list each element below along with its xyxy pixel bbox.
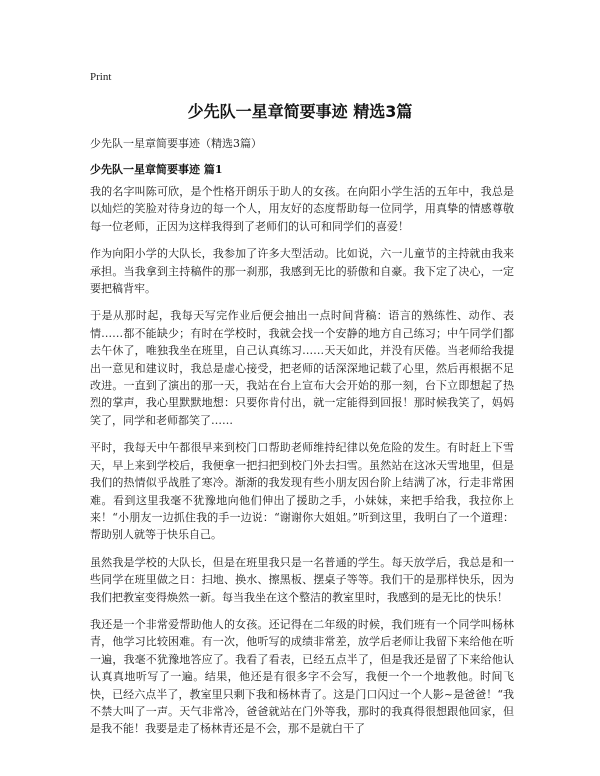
paragraph: 作为向阳小学的大队长，我参加了许多大型活动。比如说，六一儿童节的主持就由我来承担。当我拿到主持稿件的那一刹那，我感到无比的骄傲和自豪。我下定了决心，一定要把稿背牢。 — [90, 247, 514, 296]
paragraph: 虽然我是学校的大队长，但是在班里我只是一名普通的学生。每天放学后，我总是和一些同学在班里做之日：扫地、换水、擦黑板、摆桌子等等。我们干的是那样快乐，因为我们把教室变得焕然一新。每当我坐在这个整洁的教室里时，我感到的是无比的快乐！ — [90, 555, 514, 604]
article-body — [90, 183, 514, 748]
print-label[interactable]: Print — [90, 71, 112, 83]
page-subtitle: 少先队一星章简要事迹（精选3篇） — [90, 137, 262, 150]
paragraph: 我的名字叫陈可欣，是个性格开朗乐于助人的女孩。在向阳小学生活的五年中，我总是以灿烂的笑脸对待身边的每一个人，用友好的态度帮助每一位同学，用真挚的情感尊敬每一位老师，正因为这样我得到了老师们的认可和同学们的喜爱！ — [90, 185, 514, 233]
paragraph: 我还是一个非常爱帮助他人的女孩。还记得在二年级的时候，我们班有一个同学叫杨林青，他学习比较困难。有一次，他听写的成绩非常差，放学后老师让我留下来给他在听一遍，我毫不犹豫地答应了。我看了看表，已经五点半了，但是我还是留了下来给他认认真真地听写了一遍。结果，他还是有很多字不会写，我便一个一个地教他。时间飞快，已经六点半了，教室里只剩下我和杨林青了。这是门口闪过一个人影~是爸爸！“我不禁大叫了一声。天气非常冷，爸爸就站在门外等我，那时的我真得很想跟他回家，但是我不能！我要是走了杨林青还是不会，那不是就白干了 — [90, 617, 514, 736]
page-title: 少先队一星章简要事迹 精选3篇 — [187, 102, 413, 121]
paragraph: 于是从那时起，我每天写完作业后便会抽出一点时间背稿：语言的熟练性、动作、表情……都不能缺少；有时在学校时，我就会找一个安静的地方自己练习；中午同学们都去午休了，唯独我坐在班里，自己认真练习……天天如此，并没有厌倦。当老师给我提出一意见和建议时，我总是虚心接受，把老师的话深深地记载了心里，然后再根据不足改进。一直到了演出的那一天，我站在台上宣布大会开始的那一刻，台下立即想起了热烈的掌声，我心里默默地想：只要你肯付出，就一定能得到回报！那时候我笑了，妈妈笑了，同学和老师都笑了…… — [90, 309, 514, 427]
paragraph: 平时，我每天中午都很早来到校门口帮助老师维持纪律以免危险的发生。有时赶上下雪天，早上来到学校后，我便拿一把扫把到校门外去扫雪。虽然站在这冰天雪地里，但是我们的热情似乎战胜了寒冷。渐渐的我发现有些小朋友因台阶上结满了冰，行走非常困难。看到这里我毫不犹豫地向他们伸出了援助之手，小妹妹，来把手给我，我拉你上来！“小朋友一边抓住我的手一边说：“谢谢你大姐姐。”听到这里，我明白了一个道理：帮助别人就等于快乐自己。 — [90, 441, 514, 542]
section-heading: 少先队一星章简要事迹 篇1 — [90, 163, 223, 176]
